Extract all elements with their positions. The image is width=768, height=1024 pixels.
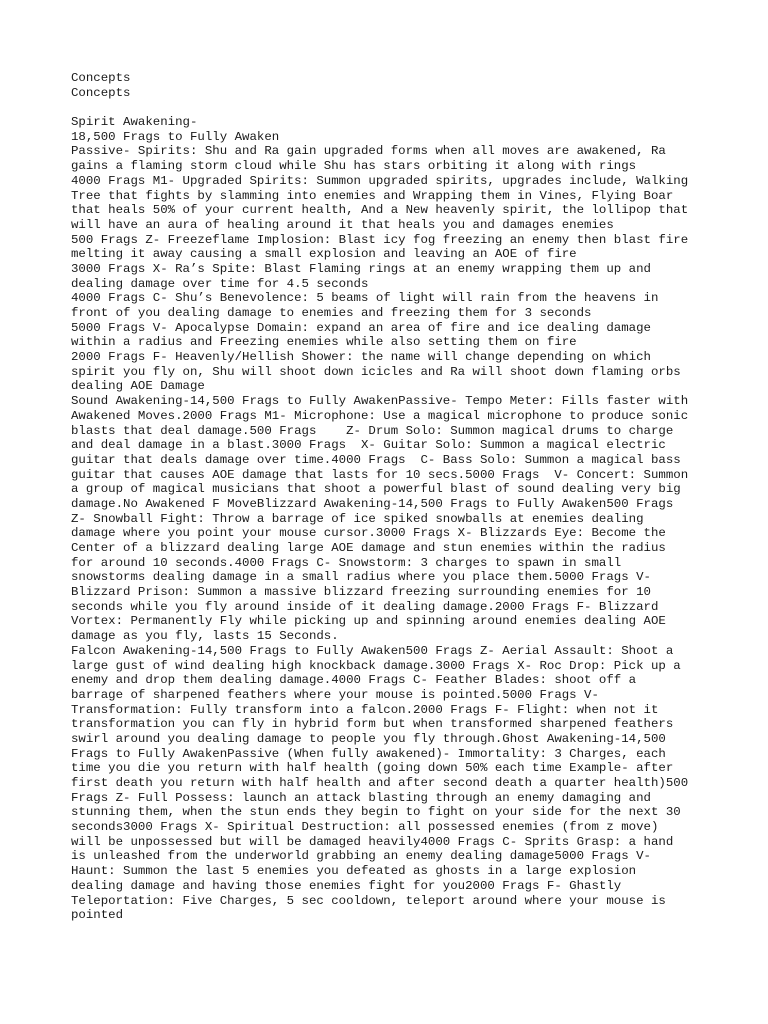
document-text-line: spirit you fly on, Shu will shoot down icicles and Ra will shoot down flaming orbs <box>71 364 681 379</box>
document-text-line: snowstorms dealing damage in a small radius where you place them.5000 Frags V- <box>71 570 651 585</box>
document-text-line: gains a flaming storm cloud while Shu has stars orbiting it along with rings <box>71 159 637 174</box>
document-text-line: stunning them, when the stun ends they begin to fight on your side for the next 30 <box>71 805 681 820</box>
document-text-line: 5000 Frags V- Apocalypse Domain: expand an area of fire and ice dealing damage <box>71 320 651 335</box>
document-text-line: guitar that deals damage over time.4000 Frags C- Bass Solo: Summon a magical bass <box>71 452 681 467</box>
document-text-line: Frags Z- Full Possess: launch an attack blasting through an enemy damaging and <box>71 790 651 805</box>
document-text-line: guitar that causes AOE damage that lasts for 10 secs.5000 Frags V- Concert: Summon <box>71 467 689 482</box>
document-text-line: Awakened Moves.2000 Frags M1- Microphone: Use a magical microphone to produce sonic <box>71 408 689 423</box>
document-text-line: transformation you can fly in hybrid form but when transformed sharpened feathers <box>71 717 674 732</box>
document-text-line: within a radius and Freezing enemies while also setting them on fire <box>71 335 577 350</box>
document-header-line: Concepts <box>71 85 131 100</box>
document-text-line: Tree that fights by slamming into enemies and Wrapping them in Vines, Flying Boar <box>71 188 674 203</box>
document-text-line: blasts that deal damage.500 Frags Z- Drum Solo: Summon magical drums to charge <box>71 423 674 438</box>
document-text-line: 3000 Frags X- Ra’s Spite: Blast Flaming rings at an enemy wrapping them up and <box>71 261 651 276</box>
document-body <box>71 115 711 923</box>
document-text-line: Sound Awakening-14,500 Frags to Fully AwakenPassive- Tempo Meter: Fills faster with <box>71 394 689 409</box>
document-text-line: first death you return with half health and after second death a quarter health)500 <box>71 776 689 790</box>
document-text-line: Haunt: Summon the last 5 enemies you defeated as ghosts in a large explosion <box>71 864 637 879</box>
document-text-line: will have an aura of healing around it that heals you and damages enemies <box>71 217 614 232</box>
document-header-line: Concepts <box>71 71 131 85</box>
document-text-line: dealing damage and having those enemies fight for you2000 Frags F- Ghastly <box>71 878 622 893</box>
document-text-line: Falcon Awakening-14,500 Frags to Fully Awaken500 Frags Z- Aerial Assault: Shoot a <box>71 643 674 658</box>
document-text-line: Teleportation: Five Charges, 5 sec cooldown, teleport around where your mouse is <box>71 893 666 908</box>
document-text-line: dealing damage over time for 4.5 seconds <box>71 276 369 291</box>
document-text-line: damage.No Awakened F MoveBlizzard Awakening-14,500 Frags to Fully Awaken500 Frags <box>71 496 674 511</box>
document-text-line: Passive- Spirits: Shu and Ra gain upgraded forms when all moves are awakened, Ra <box>71 144 666 159</box>
document-text-line: pointed <box>71 908 124 923</box>
document-text-line: seconds while you fly around inside of it dealing damage.2000 Frags F- Blizzard <box>71 599 659 614</box>
document-text-line: 4000 Frags C- Shu’s Benevolence: 5 beams of light will rain from the heavens in <box>71 291 659 306</box>
document-text-line: Spirit Awakening- <box>71 115 198 130</box>
document-text-line: for around 10 seconds.4000 Frags C- Snowstorm: 3 charges to spawn in small <box>71 555 622 570</box>
document-text-line: 4000 Frags M1- Upgraded Spirits: Summon upgraded spirits, upgrades include, Walking <box>71 173 689 188</box>
document-text-line: is unleashed from the underworld grabbing an enemy dealing damage5000 Frags V- <box>71 849 651 864</box>
document-text-line: 2000 Frags F- Heavenly/Hellish Shower: the name will change depending on which <box>71 350 651 365</box>
document-text-line: Blizzard Prison: Summon a massive blizzard freezing surrounding enemies for 10 <box>71 585 651 600</box>
document-page <box>71 71 711 923</box>
document-text-line: melting it away causing a small explosion and leaving an AOE of fire <box>71 247 577 262</box>
document-text-line: dealing AOE Damage <box>71 379 205 394</box>
document-text-line: Vortex: Permanently Fly while picking up and spinning around enemies dealing AOE <box>71 614 666 629</box>
document-text-line: time you die you return with half health (going down 50% each time Example- after <box>71 761 674 776</box>
document-text-line: 500 Frags Z- Freezeflame Implosion: Blast icy fog freezing an enemy then blast fire <box>71 232 689 247</box>
document-text-line: enemy and drop them dealing damage.4000 Frags C- Feather Blades: shoot off a <box>71 673 637 688</box>
document-text-line: damage where you point your mouse cursor.3000 Frags X- Blizzards Eye: Become the <box>71 526 666 541</box>
document-text-line: barrage of sharpened feathers where your mouse is pointed.5000 Frags V- <box>71 687 599 702</box>
document-text-line: damage as you fly, lasts 15 Seconds. <box>71 629 339 644</box>
document-text-line: swirl around you dealing damage to people you fly through.Ghost Awakening-14,500 <box>71 731 666 746</box>
document-text-line: a group of magical musicians that shoot a powerful blast of sound dealing very big <box>71 482 681 497</box>
document-text-line: and deal damage in a blast.3000 Frags X- Guitar Solo: Summon a magical electric <box>71 438 666 453</box>
document-text-line: Z- Snowball Fight: Throw a barrage of ice spiked snowballs at enemies dealing <box>71 511 644 526</box>
document-text-line: Frags to Fully AwakenPassive (When fully awakened)- Immortality: 3 Charges, each <box>71 746 666 761</box>
document-text-line: will be unpossessed but will be damaged heavily4000 Frags C- Sprits Grasp: a hand <box>71 834 674 849</box>
document-text-line: Transformation: Fully transform into a falcon.2000 Frags F- Flight: when not it <box>71 702 659 717</box>
document-text-line: 18,500 Frags to Fully Awaken <box>71 129 280 144</box>
document-text-line: large gust of wind dealing high knockback damage.3000 Frags X- Roc Drop: Pick up a <box>71 658 681 673</box>
blank-line <box>71 100 711 115</box>
document-text-line: Center of a blizzard dealing large AOE damage and stun enemies within the radius <box>71 541 666 555</box>
document-text-line: front of you dealing damage to enemies and freezing them for 3 seconds <box>71 306 592 320</box>
document-text-line: that heals 50% of your current health, And a New heavenly spirit, the lollipop that <box>71 203 689 218</box>
document-text-line: seconds3000 Frags X- Spiritual Destruction: all possessed enemies (from z move) <box>71 820 659 835</box>
